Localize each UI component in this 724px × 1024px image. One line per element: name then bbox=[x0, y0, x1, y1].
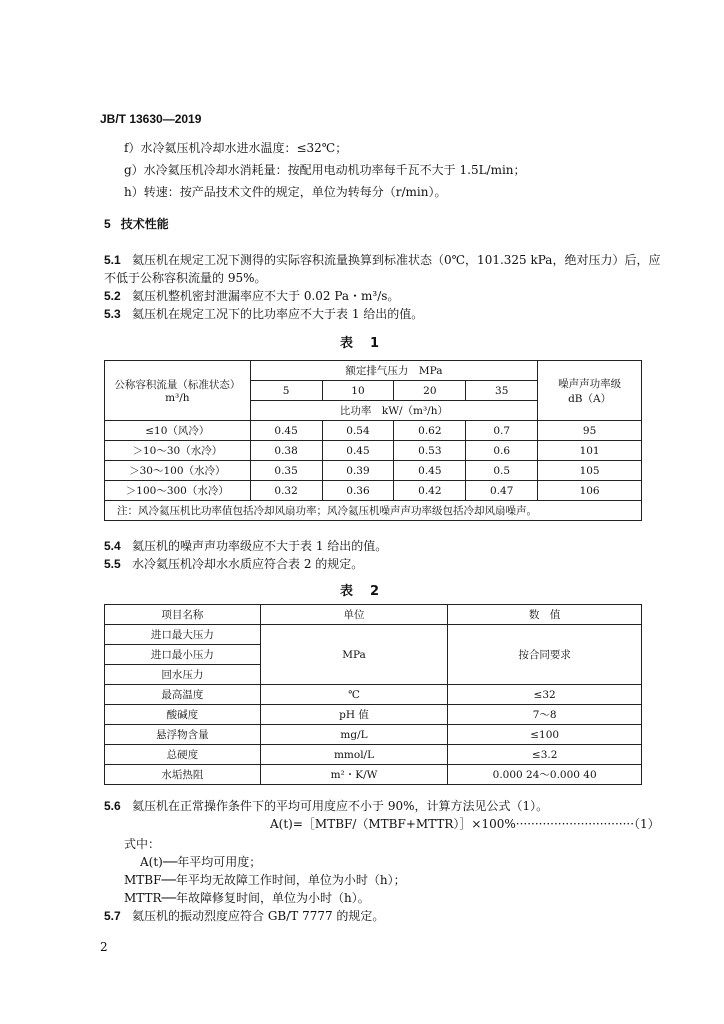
definition-mtbf: MTBF──年平均无故障工作时间，单位为小时（h）； bbox=[124, 873, 406, 887]
definition-at: A(t)──年平均可用度； bbox=[140, 855, 262, 869]
table-row bbox=[105, 685, 642, 705]
section-number: 5 bbox=[104, 217, 111, 231]
value-cell: 0.35 bbox=[250, 461, 322, 481]
unit-cell: MPa bbox=[260, 625, 448, 685]
flow-cell: ≤10（风冷） bbox=[105, 421, 251, 441]
name-cell: 总硬度 bbox=[105, 745, 261, 765]
clause-text: 氦压机在规定工况下测得的实际容积流量换算到标准状态（0℃，101.325 kPa，绝对压力）后，应 bbox=[132, 253, 661, 267]
unit-cell: pH 值 bbox=[260, 705, 448, 725]
table-2-header-unit: 单位 bbox=[260, 605, 448, 625]
flow-cell: ＞10～30（水冷） bbox=[105, 441, 251, 461]
table-2 bbox=[104, 604, 642, 785]
value-cell: 0.53 bbox=[394, 441, 466, 461]
value-cell: 0.54 bbox=[322, 421, 394, 441]
list-item-g: g）水冷氦压机冷却水消耗量：按配用电动机功率每千瓦不大于 1.5L/min； bbox=[124, 163, 526, 177]
value-cell: 0.39 bbox=[322, 461, 394, 481]
clause-text: 氦压机在正常操作条件下的平均可用度应不小于 90%，计算方法见公式（1）。 bbox=[132, 799, 549, 813]
flow-cell: ＞100～300（水冷） bbox=[105, 481, 251, 501]
table-1-power-header: 比功率 kW/（m³/h） bbox=[250, 401, 538, 421]
pressure-10: 10 bbox=[322, 381, 394, 401]
flow-cell: ＞30～100（水冷） bbox=[105, 461, 251, 481]
clause-text: 水冷氦压机冷却水水质应符合表 2 的规定。 bbox=[132, 557, 364, 571]
value-cell: ≤100 bbox=[448, 725, 642, 745]
value-cell: 0.6 bbox=[466, 441, 538, 461]
unit-cell: ℃ bbox=[260, 685, 448, 705]
list-item-h: h）转速：按产品技术文件的规定，单位为转每分（r/min）。 bbox=[124, 185, 447, 199]
table-1 bbox=[104, 360, 642, 521]
table-2-header-name: 项目名称 bbox=[105, 605, 261, 625]
name-cell: 回水压力 bbox=[105, 665, 261, 685]
clause-5-7 bbox=[104, 908, 384, 924]
noise-header-unit: dB（A） bbox=[568, 392, 612, 405]
noise-header-label: 噪声声功率级 bbox=[558, 377, 622, 390]
name-cell: 水垢热阻 bbox=[105, 765, 261, 785]
table-2-caption: 表 2 bbox=[340, 584, 382, 599]
formula-leader: ······························· bbox=[515, 817, 635, 831]
table-1-noise-header bbox=[538, 361, 642, 421]
table-row bbox=[105, 725, 642, 745]
value-cell: 0.45 bbox=[250, 421, 322, 441]
clause-number: 5.7 bbox=[104, 909, 121, 923]
list-item-f: f）水冷氦压机冷却水进水温度：≤32℃； bbox=[124, 141, 348, 155]
clause-text: 氦压机的噪声声功率级应不大于表 1 给出的值。 bbox=[132, 539, 388, 553]
table-row bbox=[105, 441, 642, 461]
value-cell: 0.38 bbox=[250, 441, 322, 461]
table-row bbox=[105, 625, 642, 645]
value-cell: 7～8 bbox=[448, 705, 642, 725]
clause-5-3 bbox=[104, 306, 423, 322]
clause-number: 5.3 bbox=[104, 307, 121, 321]
table-row bbox=[105, 421, 642, 441]
definition-mttr: MTTR──年故障修复时间，单位为小时（h）。 bbox=[124, 891, 370, 905]
clause-text: 氦压机在规定工况下的比功率应不大于表 1 给出的值。 bbox=[132, 307, 424, 321]
formula-number: （1） bbox=[634, 817, 660, 831]
name-cell: 进口最小压力 bbox=[105, 645, 261, 665]
flow-header-unit: m³/h bbox=[165, 392, 190, 404]
formula-line bbox=[270, 816, 660, 832]
value-cell: 0.42 bbox=[394, 481, 466, 501]
standard-number: JB/T 13630—2019 bbox=[100, 112, 202, 126]
value-cell: 0.45 bbox=[322, 441, 394, 461]
unit-cell: m²・K/W bbox=[260, 765, 448, 785]
noise-cell: 105 bbox=[538, 461, 642, 481]
name-cell: 最高温度 bbox=[105, 685, 261, 705]
clause-5-6 bbox=[104, 798, 548, 814]
table-1-pressure-header: 额定排气压力 MPa bbox=[250, 361, 538, 381]
table-row bbox=[105, 481, 642, 501]
table-row bbox=[105, 461, 642, 481]
table-row bbox=[105, 705, 642, 725]
pressure-5: 5 bbox=[250, 381, 322, 401]
value-cell: 0.62 bbox=[394, 421, 466, 441]
pressure-20: 20 bbox=[394, 381, 466, 401]
page-number: 2 bbox=[100, 940, 108, 954]
clause-5-1 bbox=[104, 252, 660, 268]
value-cell: 0.7 bbox=[466, 421, 538, 441]
table-1-caption: 表 1 bbox=[340, 336, 382, 351]
noise-cell: 101 bbox=[538, 441, 642, 461]
where-label: 式中： bbox=[124, 837, 161, 851]
table-2-header-value: 数 值 bbox=[448, 605, 642, 625]
clause-5-4 bbox=[104, 538, 387, 554]
name-cell: 悬浮物含量 bbox=[105, 725, 261, 745]
unit-cell: mmol/L bbox=[260, 745, 448, 765]
clause-number: 5.4 bbox=[104, 539, 121, 553]
value-cell: 0.45 bbox=[394, 461, 466, 481]
pressure-35: 35 bbox=[466, 381, 538, 401]
value-cell: 0.000 24～0.000 40 bbox=[448, 765, 642, 785]
noise-cell: 95 bbox=[538, 421, 642, 441]
clause-number: 5.6 bbox=[104, 799, 121, 813]
clause-number: 5.1 bbox=[104, 253, 121, 267]
table-row bbox=[105, 745, 642, 765]
table-1-note: 注：风冷氦压机比功率值包括冷却风扇功率；风冷氦压机噪声声功率级包括冷却风扇噪声。 bbox=[105, 501, 642, 521]
clause-number: 5.5 bbox=[104, 557, 121, 571]
value-cell: ≤3.2 bbox=[448, 745, 642, 765]
clause-text: 氦压机的振动烈度应符合 GB/T 7777 的规定。 bbox=[132, 909, 385, 923]
value-cell: 0.47 bbox=[466, 481, 538, 501]
clause-5-5 bbox=[104, 556, 363, 572]
formula: A(t)=［MTBF/（MTBF+MTTR）］×100% bbox=[270, 817, 516, 831]
clause-5-2 bbox=[104, 288, 399, 304]
name-cell: 酸碱度 bbox=[105, 705, 261, 725]
table-row bbox=[105, 765, 642, 785]
flow-header-label: 公称容积流量（标准状态） bbox=[114, 379, 241, 391]
value-cell: ≤32 bbox=[448, 685, 642, 705]
section-heading bbox=[104, 216, 169, 232]
clause-text: 氦压机整机密封泄漏率应不大于 0.02 Pa・m³/s。 bbox=[132, 289, 400, 303]
unit-cell: mg/L bbox=[260, 725, 448, 745]
noise-cell: 106 bbox=[538, 481, 642, 501]
value-cell: 0.5 bbox=[466, 461, 538, 481]
section-title: 技术性能 bbox=[120, 217, 169, 231]
clause-number: 5.2 bbox=[104, 289, 121, 303]
value-cell: 0.32 bbox=[250, 481, 322, 501]
value-cell: 按合同要求 bbox=[448, 625, 642, 685]
name-cell: 进口最大压力 bbox=[105, 625, 261, 645]
table-1-flow-header bbox=[105, 361, 251, 421]
value-cell: 0.36 bbox=[322, 481, 394, 501]
clause-5-1-cont: 不低于公称容积流量的 95%。 bbox=[104, 271, 267, 285]
